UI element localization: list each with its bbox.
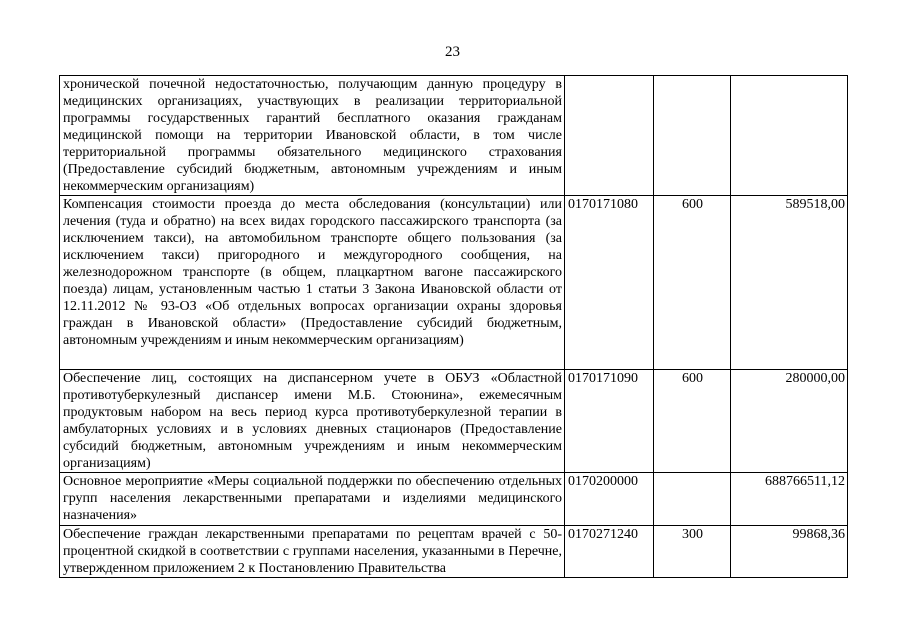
row-expense-type: 600 <box>654 196 731 370</box>
table-row <box>60 473 848 526</box>
row-expense-type <box>654 76 731 196</box>
row-expense-type: 300 <box>654 526 731 578</box>
row-amount: 99868,36 <box>731 526 848 578</box>
row-description: Основное мероприятие «Меры социальной поддержки по обеспечению отдельных групп населения лекарственными препаратами и изделиями медицинского назначения» <box>60 473 565 526</box>
row-target-code: 0170200000 <box>565 473 654 526</box>
table-row <box>60 76 848 196</box>
table-row <box>60 196 848 370</box>
row-target-code: 0170171090 <box>565 370 654 473</box>
row-description: Обеспечение граждан лекарственными препаратами по рецептам врачей с 50-процентной скидкой в соответствии с группами населения, указанными в Перечне, утвержденном приложением 2 к Постановлению Правительства <box>60 526 565 578</box>
row-expense-type: 600 <box>654 370 731 473</box>
budget-table <box>59 75 848 578</box>
row-description: хронической почечной недостаточностью, получающим данную процедуру в медицинских организациях, участвующих в реализации территориальной программы государственных гарантий бесплатного оказания гражданам медицинской помощи на территории Ивановской области, в том числе территориальной программы обязательного медицинского страхования (Предоставление субсидий бюджетным, автономным учреждениям и иным некоммерческим организациям) <box>60 76 565 196</box>
row-target-code: 0170171080 <box>565 196 654 370</box>
row-target-code: 0170271240 <box>565 526 654 578</box>
row-description: Компенсация стоимости проезда до места обследования (консультации) или лечения (туда и обратно) на всех видах городского пассажирского транспорта (за исключением такси), на автомобильном транспорте общего пользования (за исключением такси) пригородного и междугородного сообщения, на железнодорожном транспорте (в общем, плацкартном вагоне пассажирского поезда) лицам, установленным частью 1 статьи 3 Закона Ивановской области от 12.11.2012 № 93-ОЗ «Об отдельных вопросах организации охраны здоровья граждан в Ивановской области» (Предоставление субсидий бюджетным, автономным учреждениям и иным некоммерческим организациям) <box>60 196 565 370</box>
row-amount: 589518,00 <box>731 196 848 370</box>
row-description: Обеспечение лиц, состоящих на диспансерном учете в ОБУЗ «Областной противотуберкулезный диспансер имени М.Б. Стоюнина», ежемесячным продуктовым набором на весь период курса противотуберкулезной терапии в амбулаторных условиях и в условиях дневных стационаров (Предоставление субсидий бюджетным, автономным учреждениям и иным некоммерческим организациям) <box>60 370 565 473</box>
row-expense-type <box>654 473 731 526</box>
table-row <box>60 370 848 473</box>
row-amount: 280000,00 <box>731 370 848 473</box>
row-target-code <box>565 76 654 196</box>
table-row <box>60 526 848 578</box>
row-amount <box>731 76 848 196</box>
row-amount: 688766511,12 <box>731 473 848 526</box>
page-number: 23 <box>445 44 460 60</box>
